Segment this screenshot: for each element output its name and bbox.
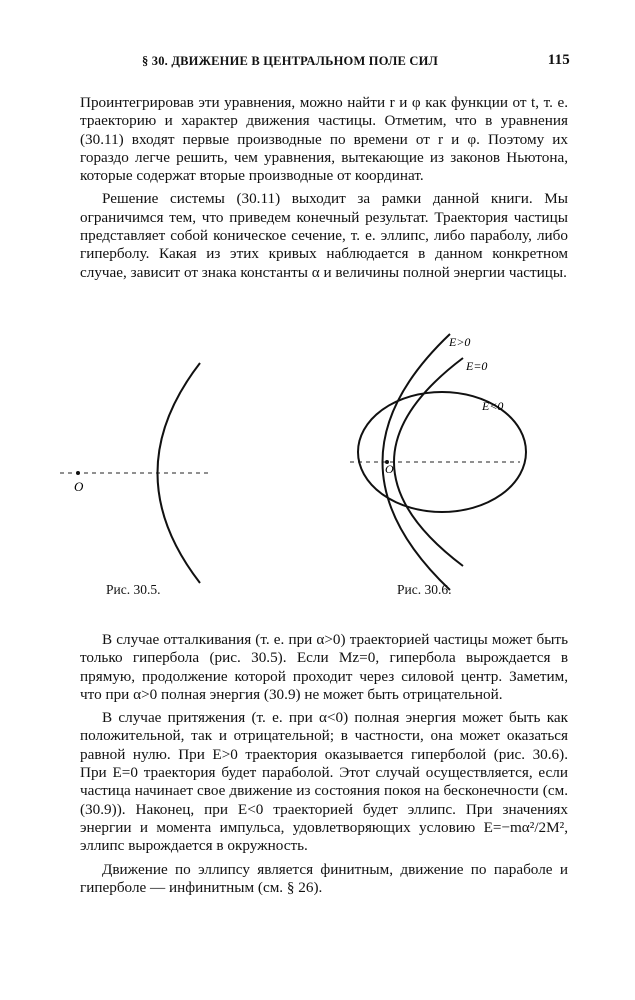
- paragraph: В случае притяжения (т. е. при α<0) полная энергия может быть как положительной, так и отрицательной; в частности, она может оказаться равной нулю. При E>0 траектория оказывается гиперболой (рис. 30.6). При E=0 траектория будет параболой. Этот случай осуществляется, если частица начинает свое движение из состояния покоя на бесконечности (см. (30.9)). Наконец, при E<0 траекторией будет эллипс. При значениях энергии и момента импульса, удовлетворяющих условию E=−mα²/2M², эллипс вырождается в окружность.: [80, 709, 568, 855]
- paragraph: В случае отталкивания (т. е. при α>0) траекторией частицы может быть только гипербола (рис. 30.5). Если Mz=0, гипербола вырождается в прямую, продолжение которой проходит через силовой центр. Заметим, что при α>0 полная энергия (30.9) не может быть отрицательной.: [80, 631, 568, 703]
- paragraph: Проинтегрировав эти уравнения, можно найти r и φ как функции от t, т. е. траекторию и характер движения частицы. Отметим, что в уравнения (30.11) входят первые производные по времени от r и φ. Поэтому их гораздо легче решить, чем уравнения, вытекающие из законов Ньютона, которые содержат вторые производные от координат.: [80, 94, 568, 185]
- origin-label: O: [74, 479, 84, 494]
- hyperbola-curve: [158, 363, 201, 583]
- force-center-point: [76, 471, 80, 475]
- running-title: § 30. ДВИЖЕНИЕ В ЦЕНТРАЛЬНОМ ПОЛЕ СИЛ: [142, 54, 439, 68]
- label-ellipse: E<0: [482, 399, 504, 413]
- page-number: 115: [547, 52, 570, 68]
- figure-30-6: [345, 328, 560, 598]
- figure-30-5: [60, 330, 260, 600]
- paragraph: Движение по эллипсу является финитным, движение по параболе и гиперболе — инфинитным (см. § 26).: [80, 860, 568, 896]
- text-block-top: [80, 94, 568, 282]
- paragraph: Решение системы (30.11) выходит за рамки данной книги. Мы ограничимся тем, что приведем конечный результат. Траектория частицы представляет собой коническое сечение, т. е. эллипс, либо параболу, либо гиперболу. Какая из этих кривых наблюдается в данном конкретном случае, зависит от знака константы α и величины полной энергии частицы.: [80, 190, 568, 281]
- figure-caption-30-5: Рис. 30.5.: [106, 582, 161, 597]
- label-hyperbola: E>0: [449, 335, 471, 349]
- origin-label: O: [385, 462, 394, 476]
- page-header: [140, 52, 570, 74]
- label-parabola: E=0: [466, 359, 488, 373]
- figure-caption-30-6: Рис. 30.6.: [397, 582, 452, 597]
- text-block-bottom: [80, 631, 568, 897]
